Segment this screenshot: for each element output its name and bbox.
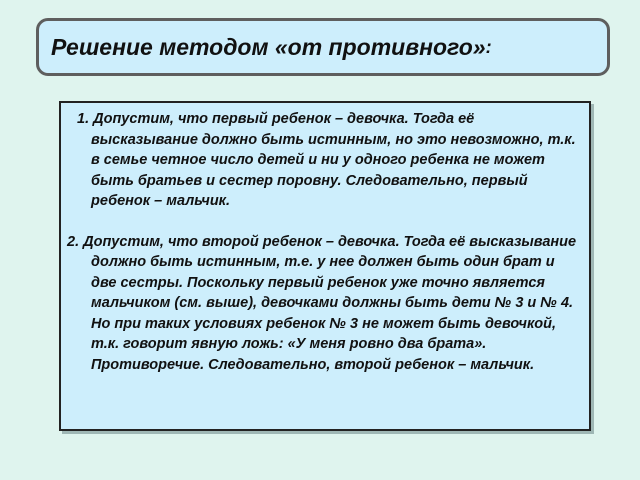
list-item [67, 232, 581, 376]
list-item-number: 1. [77, 111, 90, 127]
list-item-text: Допустим, что первый ребенок – девочка. Тогда её высказывание должно быть истинным, но это невозможно, т.к. в семье четное число детей и ни у одного ребенка не может быть братьев и сестер поровну. Следовательно, первый ребенок – мальчик. [91, 111, 576, 209]
content-panel [59, 101, 591, 431]
title-panel [36, 18, 610, 76]
title-colon: : [485, 36, 492, 57]
list-item-text: Допустим, что второй ребенок – девочка. Тогда её высказывание должно быть истинным, т.е. у нее должен быть один брат и две сестры. Поскольку первый ребенок уже точно является мальчиком (см. выше), девочками должны быть дети № 3 и № 4. Но при таких условиях ребенок № 3 не может быть девочкой, т.к. говорит явную ложь: «У меня ровно два брата». Противоречие. Следовательно, второй ребенок – мальчик. [83, 233, 577, 373]
page-title: Решение методом «от противного» [51, 33, 486, 60]
list-item-number: 2. [67, 233, 80, 250]
list-item [67, 109, 581, 212]
